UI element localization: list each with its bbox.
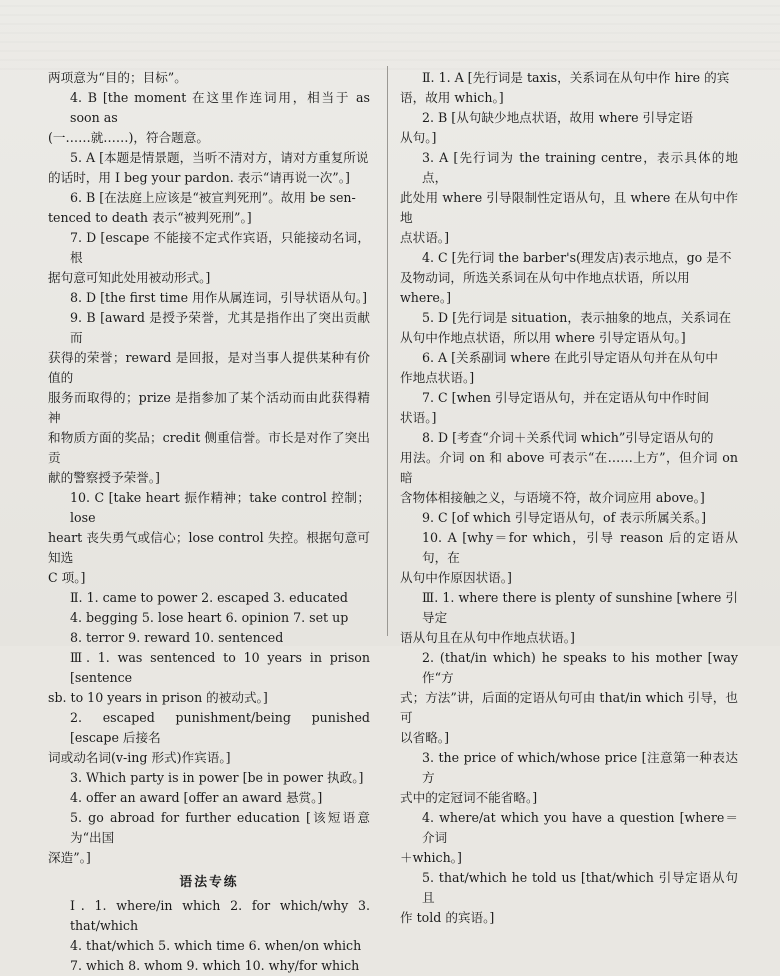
text-line: 获得的荣誉；reward 是回报，是对当事人提供某种有价值的	[48, 350, 370, 385]
text-line: Ⅰ. 1. where/in which 2. for which/why 3. that/which	[70, 898, 370, 933]
text-line: (一……就……)，符合题意。	[48, 130, 209, 145]
text-line: 从句中作地点状语，所以用 where 引导定语从句。]	[400, 330, 686, 345]
text-line: 作地点状语。]	[400, 370, 475, 385]
text-line: 7. which 8. whom 9. which 10. why/for which	[70, 958, 360, 973]
text-line: 献的警察授予荣誉。]	[48, 470, 160, 485]
text-line: 式中的定冠词不能省略。]	[400, 790, 538, 805]
text-line: 4. C [先行词 the barber's(理发店)表示地点，go 是不	[422, 250, 732, 265]
text-line: 7. C [when 引导定语从句，并在定语从句中作时间	[422, 390, 710, 405]
text-line: 4. B [the moment 在这里作连词用，相当于 as soon as	[70, 90, 370, 125]
left-answer-block	[48, 68, 370, 868]
text-line: 2. (that/in which) he speaks to his mother [way 作“方	[422, 650, 738, 685]
text-line: 的话时，用 I beg your pardon. 表示“请再说一次”。]	[48, 170, 350, 185]
text-line: 5. go abroad for further education [该短语意为“出国	[70, 810, 370, 845]
text-line: Ⅲ. 1. was sentenced to 10 years in prison [sentence	[70, 650, 370, 685]
text-line: 4. that/which 5. which time 6. when/on which	[70, 938, 362, 953]
grammar-practice-answers	[48, 896, 370, 976]
text-line: ＋which。]	[400, 850, 462, 865]
text-line: 词或动名词(v-ing 形式)作宾语。]	[48, 750, 231, 765]
text-line: where。]	[400, 290, 452, 305]
text-line: 和物质方面的奖品；credit 侧重信誉。市长是对作了突出贡	[48, 430, 370, 465]
text-line: 两项意为“目的；目标”。	[48, 70, 187, 85]
text-line: 点状语。]	[400, 230, 449, 245]
text-line: 5. A [本题是情景题，当听不清对方，请对方重复所说	[70, 150, 369, 165]
text-line: 式；方法”讲，后面的定语从句可由 that/in which 引导，也可	[400, 690, 738, 725]
text-line: C 项。]	[48, 570, 86, 585]
section-title-grammar-practice: 语法专练	[179, 875, 239, 890]
text-line: 8. terror 9. reward 10. sentenced	[70, 630, 284, 645]
text-line: 深造”。]	[48, 850, 91, 865]
text-line: 2. escaped punishment/being punished [escape 后接名	[70, 710, 370, 745]
text-line: 3. A [先行词为 the training centre，表示具体的地点，	[422, 150, 738, 185]
text-line: 语从句且在从句中作地点状语。]	[400, 630, 575, 645]
text-line: 3. the price of which/whose price [注意第一种表达方	[422, 750, 738, 785]
text-line: 状语。]	[400, 410, 437, 425]
text-line: 5. that/which he told us [that/which 引导定语从句且	[422, 870, 738, 905]
right-column	[400, 68, 738, 928]
text-line: 4. offer an award [offer an award 悬赏。]	[70, 790, 323, 805]
text-line: 9. B [award 是授予荣誉，尤其是指作出了突出贡献而	[70, 310, 370, 345]
text-line: 6. B [在法庭上应该是“被宣判死刑”。故用 be sen-	[70, 190, 356, 205]
text-line: 及物动词，所选关系词在从句中作地点状语，所以用	[400, 270, 690, 285]
text-line: tenced to death 表示“被判死刑”。]	[48, 210, 252, 225]
text-line: sb. to 10 years in prison 的被动式。]	[48, 690, 268, 705]
text-line: 3. Which party is in power [be in power 执政。]	[70, 770, 364, 785]
text-line: 4. begging 5. lose heart 6. opinion 7. set up	[70, 610, 349, 625]
text-line: 从句中作原因状语。]	[400, 570, 512, 585]
text-line: 10. A [why＝for which，引导 reason 后的定语从句，在	[422, 530, 738, 565]
column-divider	[387, 66, 388, 636]
text-line: 5. D [先行词是 situation，表示抽象的地点，关系词在	[422, 310, 732, 325]
text-line: heart 丧失勇气或信心；lose control 失控。根据句意可知选	[48, 530, 370, 565]
text-line: 6. A [关系副词 where 在此引导定语从句并在从句中	[422, 350, 718, 365]
text-line: Ⅱ. 1. A [先行词是 taxis，关系词在从句中作 hire 的宾	[422, 70, 730, 85]
left-column	[48, 68, 370, 976]
text-line: 用法。介词 on 和 above 可表示“在……上方”，但介词 on 暗	[400, 450, 738, 485]
text-line: 语，故用 which。]	[400, 90, 504, 105]
text-line: 2. B [从句缺少地点状语，故用 where 引导定语	[422, 110, 693, 125]
text-line: 7. D [escape 不能接不定式作宾语，只能接动名词，根	[70, 230, 370, 265]
text-line: 服务而取得的；prize 是指参加了某个活动而由此获得精神	[48, 390, 370, 425]
text-line: 8. D [the first time 用作从属连词，引导状语从句。]	[70, 290, 368, 305]
text-line: 9. C [of which 引导定语从句，of 表示所属关系。]	[422, 510, 707, 525]
text-line: 10. C [take heart 振作精神；take control 控制；lose	[70, 490, 370, 525]
text-line: 从句。]	[400, 130, 437, 145]
text-line: 以省略。]	[400, 730, 449, 745]
text-line: 含物体相接触之义，与语境不符，故介词应用 above。]	[400, 490, 705, 505]
text-line: 8. D [考查“介词＋关系代词 which”引导定语从句的	[422, 430, 714, 445]
text-line: 据句意可知此处用被动形式。]	[48, 270, 211, 285]
text-line: 此处用 where 引导限制性定语从句，且 where 在从句中作地	[400, 190, 738, 225]
bleed-through-texture	[0, 0, 780, 70]
right-answer-block	[400, 68, 738, 928]
text-line: Ⅱ. 1. came to power 2. escaped 3. educated	[70, 590, 348, 605]
text-line: Ⅲ. 1. where there is plenty of sunshine [where 引导定	[422, 590, 738, 625]
text-line: 4. where/at which you have a question [where＝介词	[422, 810, 738, 845]
text-line: 作 told 的宾语。]	[400, 910, 495, 925]
